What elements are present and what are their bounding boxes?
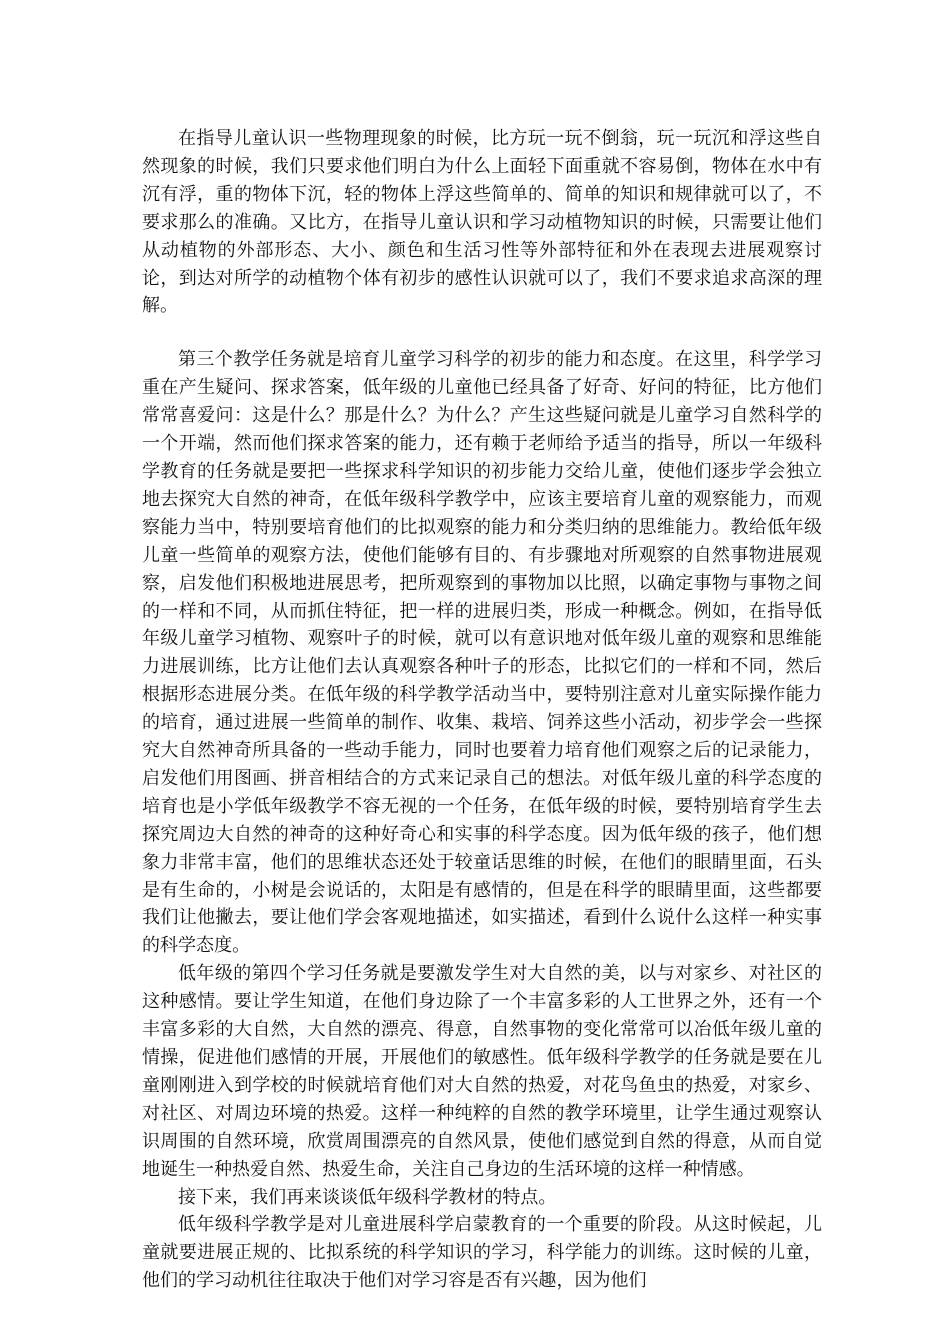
paragraph-5: 低年级科学教学是对儿童进展科学启蒙教育的一个重要的阶段。从这时候起，儿童就要进展正规的、比拟系统的科学知识的学习，科学能力的训练。这时候的儿童，他们的学习动机往往取决于他们对学习容是否有兴趣，因为他们 xyxy=(142,1214,822,1292)
document-body xyxy=(142,125,822,1295)
paragraph-1: 在指导儿童认识一些物理现象的时候，比方玩一玩不倒翁，玩一玩沉和浮这些自然现象的时候，我们只要求他们明白为什么上面轻下面重就不容易倒，物体在水中有沉有浮，重的物体下沉，轻的物体上浮这些简单的、简单的知识和规律就可以了，不要求那么的准确。又比方，在指导儿童认识和学习动植物知识的时候，只需要让他们从动植物的外部形态、大小、颜色和生活习性等外部特征和外在表现去进展观察讨论，到达对所学的动植物个体有初步的感性认识就可以了，我们不要求追求高深的理解。 xyxy=(142,128,822,317)
paragraph-2: 第三个教学任务就是培育儿童学习科学的初步的能力和态度。在这里，科学学习重在产生疑问、探求答案，低年级的儿童他已经具备了好奇、好问的特征，比方他们常常喜爱问：这是什么？那是什么？为什么？产生这些疑问就是儿童学习自然科学的一个开端，然而他们探求答案的能力，还有赖于老师给予适当的指导，所以一年级科学教育的任务就是要把一些探求科学知识的初步能力交给儿童，使他们逐步学会独立地去探究大自然的神奇，在低年级科学教学中，应该主要培育儿童的观察能力，而观察能力当中，特别要培育他们的比拟观察的能力和分类归纳的思维能力。教给低年级儿童一些简单的观察方法，使他们能够有目的、有步骤地对所观察的自然事物进展观察，启发他们积极地进展思考，把所观察到的事物加以比照，以确定事物与事物之间的一样和不同，从而抓住特征，把一样的进展归类，形成一种概念。例如，在指导低年级儿童学习植物、观察叶子的时候，就可以有意识地对低年级儿童的观察和思维能力进展训练，比方让他们去认真观察各种叶子的形态，比拟它们的一样和不同，然后根据形态进展分类。在低年级的科学教学活动当中，要特别注意对儿童实际操作能力的培育，通过进展一些简单的制作、收集、栽培、饲养这些小活动，初步学会一些探究大自然神奇所具备的一些动手能力，同时也要着力培育他们观察之后的记录能力，启发他们用图画、拼音相结合的方式来记录自己的想法。对低年级儿童的科学态度的培育也是小学低年级教学不容无视的一个任务，在低年级的时候，要特别培育学生去探究周边大自然的神奇的这种好奇心和实事的科学态度。因为低年级的孩子，他们想象力非常丰富，他们的思维状态还处于较童话思维的时候，在他们的眼睛里面，石头是有生命的，小树是会说话的，太阳是有感情的，但是在科学的眼睛里面，这些都要我们让他撇去，要让他们学会客观地描述，如实描述，看到什么说什么这样一种实事的科学态度。 xyxy=(142,349,822,957)
paragraph-3: 低年级的第四个学习任务就是要激发学生对大自然的美，以与对家乡、对社区的这种感情。要让学生知道，在他们身边除了一个丰富多彩的人工世界之外，还有一个丰富多彩的大自然，大自然的漂亮、得意，自然事物的变化常常可以冶低年级儿童的情操，促进他们感情的开展，开展他们的敏感性。低年级科学教学的任务就是要在儿童刚刚进入到学校的时候就培育他们对大自然的热爱，对花鸟鱼虫的热爱，对家乡、对社区、对周边环境的热爱。这样一种纯粹的自然的教学环境里，让学生通过观察认识周围的自然环境，欣赏周围漂亮的自然风景，使他们感觉到自然的得意，从而自觉地诞生一种热爱自然、热爱生命，关注自己身边的生活环境的这样一种情感。 xyxy=(142,963,822,1180)
paragraph-4: 接下来，我们再来谈谈低年级科学教材的特点。 xyxy=(178,1186,557,1208)
